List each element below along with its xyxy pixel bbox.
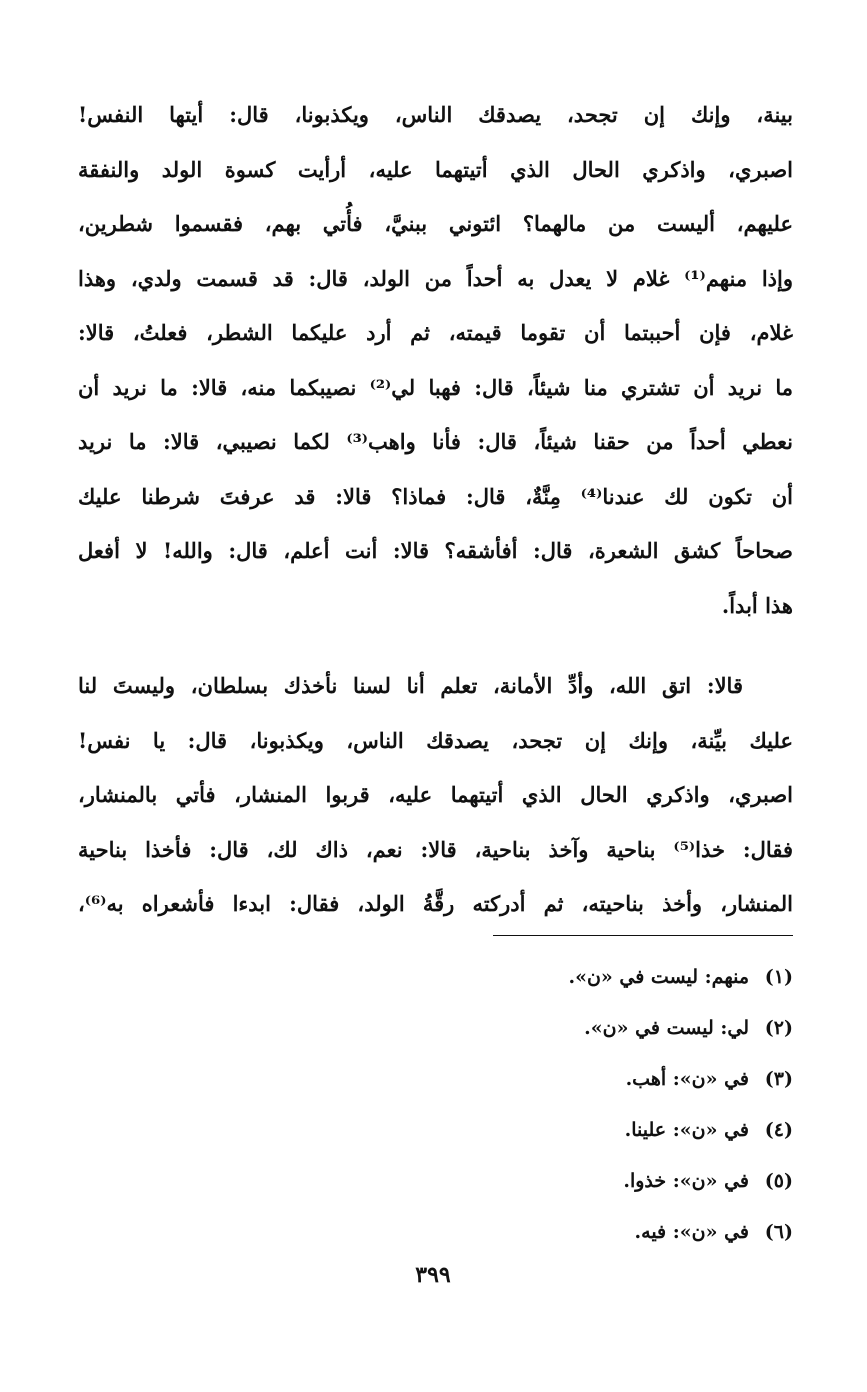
- text-line: صحاحاً كشق الشعرة، قال: أفأشقه؟ قالا: أنت أعلم، قال: والله! لا أفعل: [78, 538, 793, 563]
- footnote-item: [300, 1054, 793, 1105]
- footnote-item: [300, 952, 793, 1003]
- footnote-number: (٢): [764, 1017, 793, 1039]
- footnote-text: لي: ليست في «ن».: [584, 1017, 749, 1039]
- text-line: عليهم، أليست من مالهما؟ ائتوني ببنيَّ، فأُتي بهم، فقسموا شطرين،: [78, 211, 793, 236]
- footnote-item: [300, 1003, 793, 1054]
- footnote-separator: [493, 935, 793, 936]
- main-text: [78, 88, 793, 932]
- text-line: اصبري، واذكري الحال الذي أتيتهما عليه، أرأيت كسوة الولد والنفقة: [78, 156, 793, 182]
- text-line: قالا: اتق الله، وأدِّ الأمانة، تعلم أنا لسنا نأخذك بسلطان، وليستَ لنا: [78, 673, 743, 698]
- footnote-number: (٥): [764, 1170, 793, 1192]
- footnote-text: في «ن»: خذوا.: [623, 1170, 749, 1192]
- text-line: وإذا منهم⁽¹⁾ غلام لا يعدل به أحداً من الولد، قال: قد قسمت ولدي، وهذا: [78, 265, 794, 291]
- footnote-text: منهم: ليست في «ن».: [568, 966, 749, 988]
- text-line: المنشار، وأخذ بناحيته، ثم أدركته رقَّةُ الولد، فقال: ابدءا فأشعراه به⁽⁶⁾،: [78, 891, 793, 916]
- text-line: اصبري، واذكري الحال الذي أتيتهما عليه، قربوا المنشار، فأتي بالمنشار،: [78, 782, 793, 807]
- footnotes: [300, 952, 793, 1258]
- paragraph-2: [78, 659, 793, 932]
- footnote-text: في «ن»: أهب.: [625, 1068, 749, 1090]
- text-line: غلام، فإن أحببتما أن تقوما قيمته، ثم أرد عليكما الشطر، فعلتُ، قالا:: [78, 320, 793, 345]
- paragraph-1: [78, 88, 793, 633]
- text-line: بينة، وإنك إن تجحد، يصدقك الناس، ويكذبونا، قال: أيتها النفس!: [78, 102, 793, 127]
- text-line: هذا أبداً.: [721, 592, 793, 618]
- text-line: عليك بيِّنة، وإنك إن تجحد، يصدقك الناس، ويكذبونا، قال: يا نفس!: [78, 727, 793, 753]
- footnote-text: في «ن»: علينا.: [624, 1119, 749, 1141]
- footnote-number: (١): [764, 966, 793, 988]
- text-line: ما نريد أن تشتري منا شيئاً، قال: فهبا لي⁽²⁾ نصيبكما منه، قالا: ما نريد أن: [78, 374, 793, 400]
- footnote-item: [300, 1156, 793, 1207]
- footnote-item: [300, 1105, 793, 1156]
- footnote-number: (٣): [764, 1068, 793, 1090]
- page-number: ٣٩٩: [415, 1262, 451, 1288]
- footnote-item: [300, 1207, 793, 1258]
- text-line: نعطي أحداً من حقنا شيئاً، قال: فأنا واهب⁽³⁾ لكما نصيبي، قالا: ما نريد: [78, 429, 793, 454]
- footnote-text: في «ن»: فيه.: [634, 1221, 749, 1243]
- text-line: أن تكون لك عندنا⁽⁴⁾ مِنَّةٌ، قال: فماذا؟ قالا: قد عرفتَ شرطنا عليك: [78, 483, 794, 509]
- footnote-number: (٦): [764, 1221, 793, 1243]
- footnote-number: (٤): [764, 1119, 793, 1141]
- text-line: فقال: خذا⁽⁵⁾ بناحية وآخذ بناحية، قالا: نعم، ذاك لك، قال: فأخذا بناحية: [78, 836, 793, 862]
